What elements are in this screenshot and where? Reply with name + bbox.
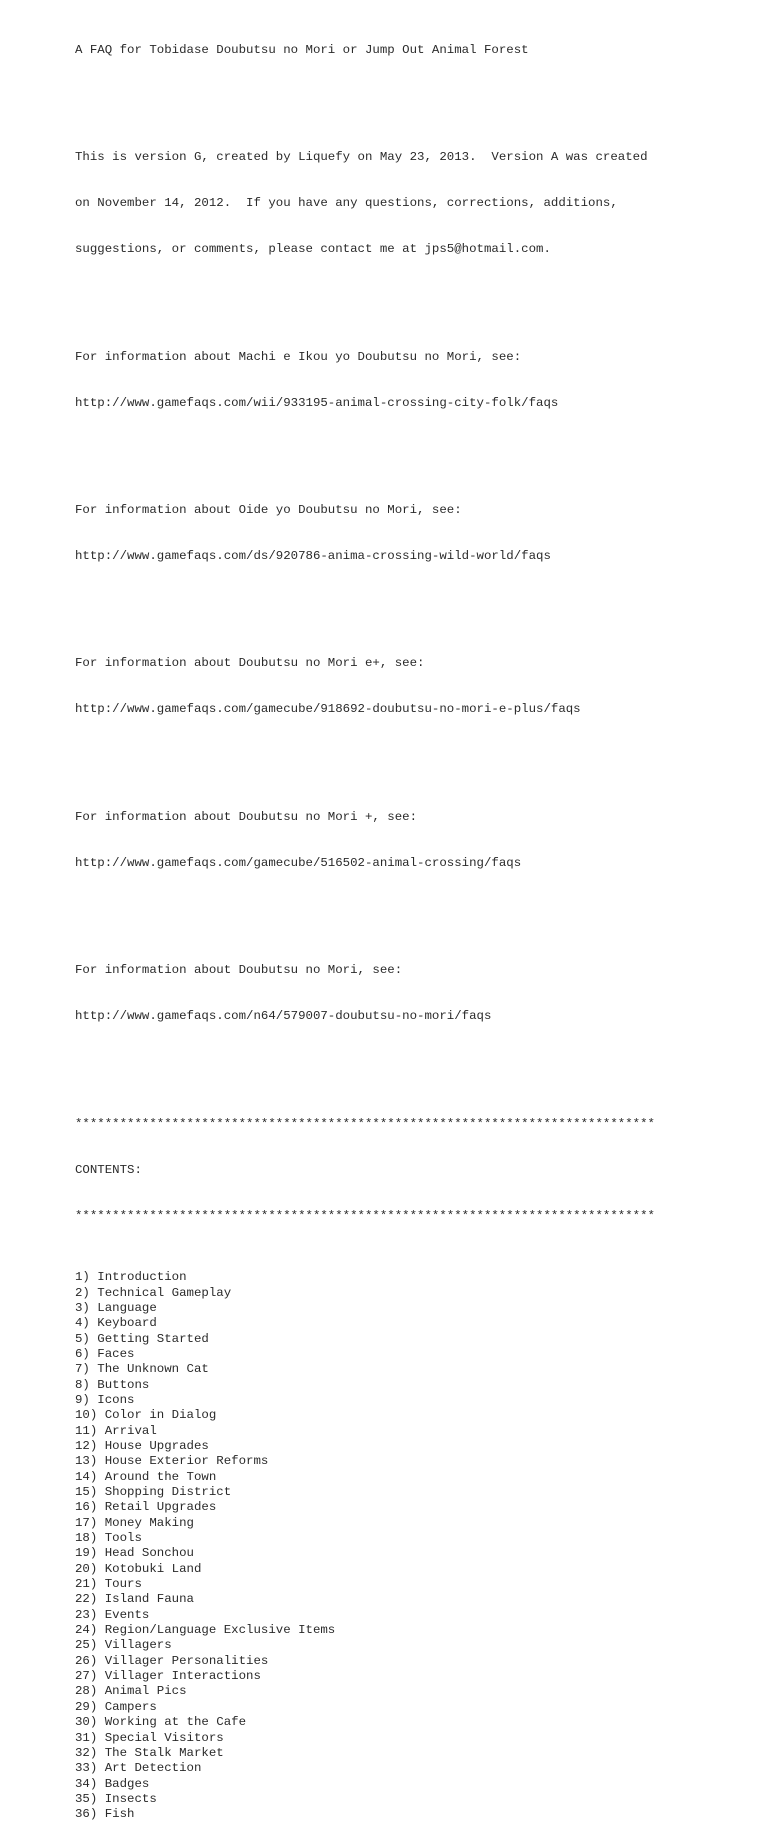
- version-line: on November 14, 2012. If you have any questions, corrections, additions,: [75, 196, 618, 211]
- version-line: suggestions, or comments, please contact me at jps5@hotmail.com.: [75, 242, 551, 257]
- contents-item: 16) Retail Upgrades: [75, 1500, 217, 1515]
- reference-url: http://www.gamefaqs.com/wii/933195-animal-crossing-city-folk/faqs: [75, 395, 559, 410]
- contents-item: 20) Kotobuki Land: [75, 1561, 202, 1576]
- contents-item: 14) Around the Town: [75, 1469, 217, 1484]
- contents-item: 11) Arrival: [75, 1423, 157, 1438]
- document-title: A FAQ for Tobidase Doubutsu no Mori or Jump Out Animal Forest: [75, 42, 529, 57]
- contents-item: 12) House Upgrades: [75, 1438, 209, 1453]
- contents-list: [75, 1270, 755, 1822]
- contents-item: 6) Faces: [75, 1346, 135, 1361]
- reference-text: For information about Oide yo Doubutsu no Mori, see:: [75, 503, 462, 517]
- reference-text: For information about Doubutsu no Mori +, see:: [75, 809, 418, 824]
- reference-url: http://www.gamefaqs.com/n64/579007-doubutsu-no-mori/faqs: [75, 1009, 492, 1024]
- faq-document: [75, 12, 755, 1838]
- reference-text: For information about Doubutsu no Mori e+, see:: [75, 656, 425, 671]
- contents-item: 22) Island Fauna: [75, 1592, 194, 1607]
- blank-line: [75, 595, 755, 610]
- contents-item: 9) Icons: [75, 1392, 135, 1407]
- contents-item: 34) Badges: [75, 1776, 150, 1791]
- divider-bottom: ******************************************************************************: [75, 1208, 655, 1223]
- blank-line: [75, 902, 755, 917]
- blank-line: [75, 89, 755, 104]
- blank-line: [75, 1055, 755, 1070]
- contents-item: 25) Villagers: [75, 1638, 172, 1653]
- contents-item: 1) Introduction: [75, 1270, 187, 1285]
- contents-item: 29) Campers: [75, 1699, 157, 1714]
- contents-item: 13) House Exterior Reforms: [75, 1454, 269, 1469]
- blank-line: [75, 749, 755, 764]
- reference-url: http://www.gamefaqs.com/ds/920786-anima-crossing-wild-world/faqs: [75, 549, 551, 564]
- reference-text: For information about Machi e Ikou yo Doubutsu no Mori, see:: [75, 349, 522, 364]
- contents-item: 18) Tools: [75, 1531, 142, 1546]
- contents-item: 7) The Unknown Cat: [75, 1362, 209, 1377]
- contents-item: 32) The Stalk Market: [75, 1745, 224, 1760]
- reference-text: For information about Doubutsu no Mori, see:: [75, 963, 403, 978]
- contents-item: 36) Fish: [75, 1807, 135, 1822]
- contents-item: 27) Villager Interactions: [75, 1669, 261, 1684]
- contents-item: 26) Villager Personalities: [75, 1653, 269, 1668]
- contents-item: 3) Language: [75, 1300, 157, 1315]
- divider-top: ******************************************************************************: [75, 1116, 655, 1131]
- contents-item: 28) Animal Pics: [75, 1684, 187, 1699]
- blank-line: [75, 288, 755, 303]
- version-line: This is version G, created by Liquefy on May 23, 2013. Version A was created: [75, 150, 648, 165]
- contents-item: 23) Events: [75, 1607, 150, 1622]
- contents-heading: CONTENTS:: [75, 1162, 142, 1177]
- contents-item: 8) Buttons: [75, 1377, 150, 1392]
- contents-item: 31) Special Visitors: [75, 1730, 224, 1745]
- contents-item: 17) Money Making: [75, 1515, 194, 1530]
- contents-item: 33) Art Detection: [75, 1761, 202, 1776]
- blank-line: [75, 442, 755, 457]
- contents-item: 10) Color in Dialog: [75, 1408, 217, 1423]
- reference-url: http://www.gamefaqs.com/gamecube/516502-animal-crossing/faqs: [75, 855, 522, 870]
- contents-item: 21) Tours: [75, 1577, 142, 1592]
- reference-url: http://www.gamefaqs.com/gamecube/918692-doubutsu-no-mori-e-plus/faqs: [75, 702, 581, 717]
- contents-item: 5) Getting Started: [75, 1331, 209, 1346]
- contents-item: 15) Shopping District: [75, 1485, 232, 1499]
- contents-item: 4) Keyboard: [75, 1316, 157, 1331]
- contents-item: 30) Working at the Cafe: [75, 1715, 247, 1730]
- contents-item: 19) Head Sonchou: [75, 1546, 194, 1561]
- contents-item: 35) Insects: [75, 1791, 157, 1806]
- contents-item: 2) Technical Gameplay: [75, 1285, 232, 1300]
- contents-item: 24) Region/Language Exclusive Items: [75, 1623, 336, 1638]
